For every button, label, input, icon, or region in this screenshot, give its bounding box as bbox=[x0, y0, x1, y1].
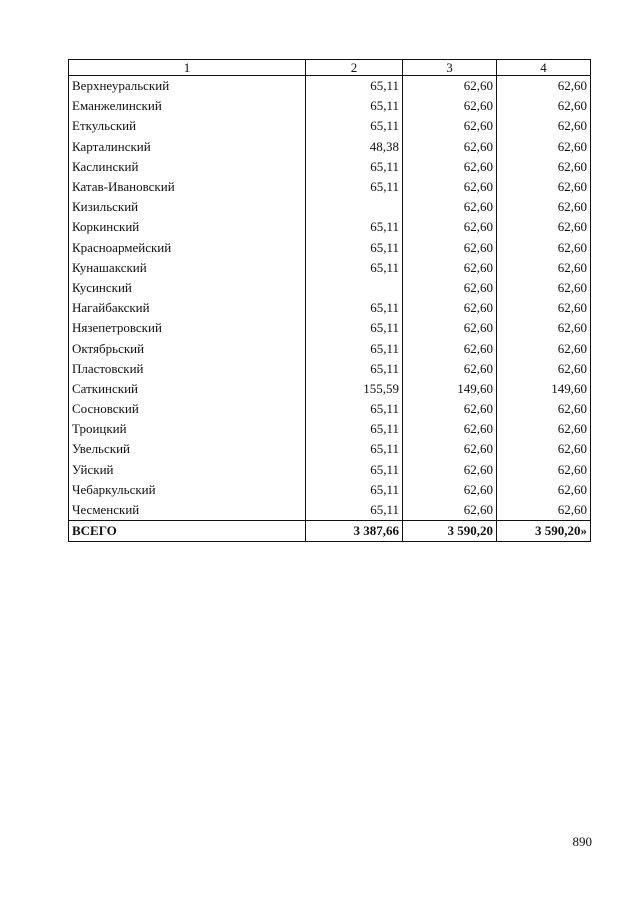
column-2-cell: 65,11 bbox=[306, 318, 403, 338]
table-row bbox=[69, 177, 591, 197]
row-name-cell: Сосновский bbox=[69, 399, 306, 419]
column-3-cell: 62,60 bbox=[403, 278, 497, 298]
row-name-cell: Чебаркульский bbox=[69, 480, 306, 500]
column-4-cell: 62,60 bbox=[497, 480, 591, 500]
column-4-cell: 62,60 bbox=[497, 116, 591, 136]
column-3-cell: 62,60 bbox=[403, 338, 497, 358]
table-row bbox=[69, 338, 591, 358]
row-name-cell: Троицкий bbox=[69, 419, 306, 439]
table-row bbox=[69, 399, 591, 419]
row-name-cell: Еткульский bbox=[69, 116, 306, 136]
column-4-cell: 62,60 bbox=[497, 318, 591, 338]
column-4-cell: 62,60 bbox=[497, 359, 591, 379]
row-name-cell: Кунашакский bbox=[69, 258, 306, 278]
column-3-cell: 62,60 bbox=[403, 76, 497, 97]
row-name-cell: Коркинский bbox=[69, 217, 306, 237]
total-column-2-cell: 3 387,66 bbox=[306, 521, 403, 542]
column-4-cell: 62,60 bbox=[497, 137, 591, 157]
column-2-cell: 65,11 bbox=[306, 460, 403, 480]
row-name-cell: Катав-Ивановский bbox=[69, 177, 306, 197]
column-4-cell: 62,60 bbox=[497, 157, 591, 177]
column-3-cell: 149,60 bbox=[403, 379, 497, 399]
column-4-cell: 149,60 bbox=[497, 379, 591, 399]
table-row bbox=[69, 439, 591, 459]
column-4-cell: 62,60 bbox=[497, 258, 591, 278]
column-3-cell: 62,60 bbox=[403, 359, 497, 379]
table-row bbox=[69, 116, 591, 136]
row-name-cell: Уйский bbox=[69, 460, 306, 480]
column-header-4: 4 bbox=[497, 60, 591, 76]
table-row bbox=[69, 359, 591, 379]
total-row bbox=[69, 521, 591, 542]
column-2-cell: 65,11 bbox=[306, 96, 403, 116]
column-2-cell: 65,11 bbox=[306, 298, 403, 318]
table-body bbox=[69, 76, 591, 542]
table-row bbox=[69, 157, 591, 177]
column-4-cell: 62,60 bbox=[497, 338, 591, 358]
column-3-cell: 62,60 bbox=[403, 238, 497, 258]
column-2-cell: 65,11 bbox=[306, 217, 403, 237]
column-4-cell: 62,60 bbox=[497, 197, 591, 217]
column-4-cell: 62,60 bbox=[497, 278, 591, 298]
column-header-1: 1 bbox=[69, 60, 306, 76]
column-4-cell: 62,60 bbox=[497, 460, 591, 480]
column-2-cell: 65,11 bbox=[306, 177, 403, 197]
column-4-cell: 62,60 bbox=[497, 500, 591, 521]
row-name-cell: Саткинский bbox=[69, 379, 306, 399]
column-2-cell: 65,11 bbox=[306, 76, 403, 97]
column-2-cell bbox=[306, 278, 403, 298]
column-3-cell: 62,60 bbox=[403, 116, 497, 136]
table-row bbox=[69, 419, 591, 439]
column-3-cell: 62,60 bbox=[403, 419, 497, 439]
row-name-cell: Чесменский bbox=[69, 500, 306, 521]
row-name-cell: Еманжелинский bbox=[69, 96, 306, 116]
row-name-cell: Нязепетровский bbox=[69, 318, 306, 338]
table-row bbox=[69, 238, 591, 258]
column-3-cell: 62,60 bbox=[403, 157, 497, 177]
column-4-cell: 62,60 bbox=[497, 419, 591, 439]
table-row bbox=[69, 480, 591, 500]
column-2-cell: 65,11 bbox=[306, 116, 403, 136]
table-row bbox=[69, 298, 591, 318]
column-2-cell: 65,11 bbox=[306, 157, 403, 177]
column-2-cell: 65,11 bbox=[306, 359, 403, 379]
row-name-cell: Октябрьский bbox=[69, 338, 306, 358]
table-row bbox=[69, 278, 591, 298]
column-3-cell: 62,60 bbox=[403, 399, 497, 419]
column-3-cell: 62,60 bbox=[403, 217, 497, 237]
column-3-cell: 62,60 bbox=[403, 480, 497, 500]
column-3-cell: 62,60 bbox=[403, 96, 497, 116]
column-2-cell: 65,11 bbox=[306, 480, 403, 500]
table-row bbox=[69, 76, 591, 97]
column-2-cell: 65,11 bbox=[306, 338, 403, 358]
row-name-cell: Кусинский bbox=[69, 278, 306, 298]
column-3-cell: 62,60 bbox=[403, 177, 497, 197]
column-2-cell bbox=[306, 197, 403, 217]
table-row bbox=[69, 500, 591, 521]
column-header-2: 2 bbox=[306, 60, 403, 76]
column-2-cell: 48,38 bbox=[306, 137, 403, 157]
column-3-cell: 62,60 bbox=[403, 500, 497, 521]
column-2-cell: 65,11 bbox=[306, 439, 403, 459]
column-4-cell: 62,60 bbox=[497, 96, 591, 116]
column-4-cell: 62,60 bbox=[497, 177, 591, 197]
column-3-cell: 62,60 bbox=[403, 460, 497, 480]
table-row bbox=[69, 137, 591, 157]
row-name-cell: Карталинский bbox=[69, 137, 306, 157]
column-4-cell: 62,60 bbox=[497, 439, 591, 459]
column-2-cell: 65,11 bbox=[306, 238, 403, 258]
column-3-cell: 62,60 bbox=[403, 318, 497, 338]
row-name-cell: Нагайбакский bbox=[69, 298, 306, 318]
table-row bbox=[69, 96, 591, 116]
table-row bbox=[69, 217, 591, 237]
column-4-cell: 62,60 bbox=[497, 238, 591, 258]
total-label: ВСЕГО bbox=[69, 521, 306, 542]
table-row bbox=[69, 379, 591, 399]
column-4-cell: 62,60 bbox=[497, 76, 591, 97]
column-3-cell: 62,60 bbox=[403, 137, 497, 157]
column-2-cell: 155,59 bbox=[306, 379, 403, 399]
column-4-cell: 62,60 bbox=[497, 217, 591, 237]
table-row bbox=[69, 318, 591, 338]
table-row bbox=[69, 197, 591, 217]
table-row bbox=[69, 460, 591, 480]
total-column-3-cell: 3 590,20 bbox=[403, 521, 497, 542]
total-column-4-cell: 3 590,20» bbox=[497, 521, 591, 542]
column-4-cell: 62,60 bbox=[497, 298, 591, 318]
row-name-cell: Кизильский bbox=[69, 197, 306, 217]
row-name-cell: Верхнеуральский bbox=[69, 76, 306, 97]
row-name-cell: Красноармейский bbox=[69, 238, 306, 258]
table-row bbox=[69, 258, 591, 278]
table-header-row bbox=[69, 60, 591, 76]
column-2-cell: 65,11 bbox=[306, 258, 403, 278]
column-4-cell: 62,60 bbox=[497, 399, 591, 419]
column-header-3: 3 bbox=[403, 60, 497, 76]
page-number: 890 bbox=[572, 834, 592, 849]
column-3-cell: 62,60 bbox=[403, 258, 497, 278]
row-name-cell: Каслинский bbox=[69, 157, 306, 177]
row-name-cell: Пластовский bbox=[69, 359, 306, 379]
column-2-cell: 65,11 bbox=[306, 399, 403, 419]
column-3-cell: 62,60 bbox=[403, 439, 497, 459]
column-3-cell: 62,60 bbox=[403, 298, 497, 318]
column-3-cell: 62,60 bbox=[403, 197, 497, 217]
column-2-cell: 65,11 bbox=[306, 500, 403, 521]
column-2-cell: 65,11 bbox=[306, 419, 403, 439]
row-name-cell: Увельский bbox=[69, 439, 306, 459]
data-table bbox=[68, 59, 591, 542]
